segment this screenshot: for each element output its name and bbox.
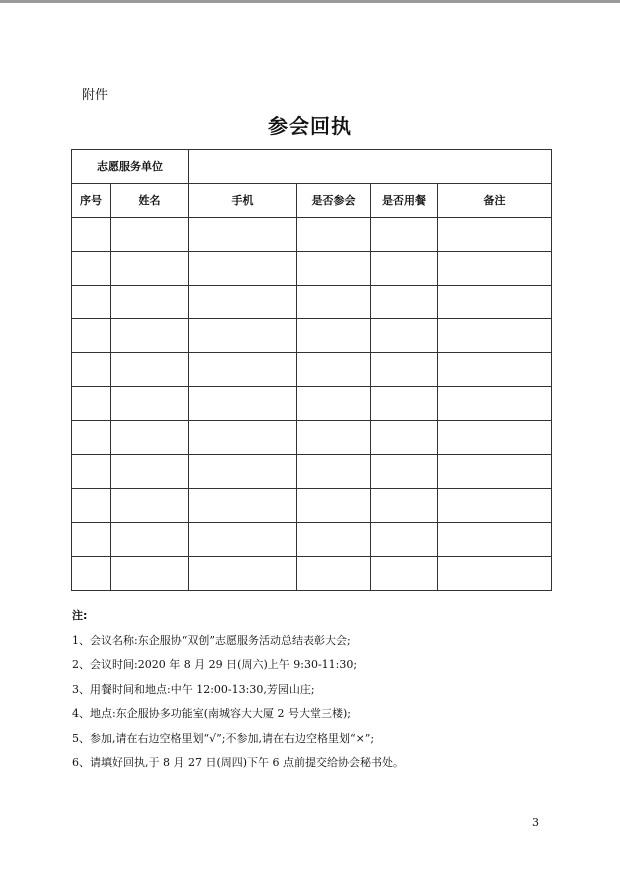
note-item-1: 1、会议名称:东企服协“双创”志愿服务活动总结表彰大会; [72, 633, 351, 647]
cell-attend[interactable] [297, 387, 371, 421]
cell-phone[interactable] [189, 387, 297, 421]
cell-remarks[interactable] [438, 251, 552, 285]
cell-phone[interactable] [189, 455, 297, 489]
cell-remarks[interactable] [438, 319, 552, 353]
col-header-phone: 手机 [189, 183, 297, 217]
cell-name[interactable] [111, 387, 189, 421]
cell-name[interactable] [111, 522, 189, 556]
cell-attend[interactable] [297, 251, 371, 285]
cell-attend[interactable] [297, 455, 371, 489]
col-header-meal: 是否用餐 [371, 183, 438, 217]
cell-remarks[interactable] [438, 522, 552, 556]
cell-name[interactable] [111, 319, 189, 353]
cell-meal[interactable] [371, 285, 438, 319]
cell-meal[interactable] [371, 522, 438, 556]
cell-phone[interactable] [189, 353, 297, 387]
note-item-4: 4、地点:东企服协多功能室(南城容大大厦 2 号大堂三楼); [72, 707, 351, 720]
cell-phone[interactable] [189, 217, 297, 251]
cell-remarks[interactable] [438, 353, 552, 387]
table-row [72, 353, 552, 387]
cell-name[interactable] [111, 217, 189, 251]
cell-index[interactable] [72, 251, 111, 285]
table-row [72, 217, 552, 251]
col-header-name: 姓名 [111, 183, 189, 217]
cell-attend[interactable] [297, 522, 371, 556]
cell-name[interactable] [111, 556, 189, 590]
cell-meal[interactable] [371, 251, 438, 285]
cell-remarks[interactable] [438, 488, 552, 522]
table-row [72, 251, 552, 285]
col-header-index: 序号 [72, 183, 111, 217]
cell-meal[interactable] [371, 319, 438, 353]
table-row [72, 488, 552, 522]
page-title: 参会回执 [268, 114, 352, 138]
table-row [72, 522, 552, 556]
unit-row [72, 150, 552, 184]
cell-index[interactable] [72, 488, 111, 522]
unit-label: 志愿服务单位 [72, 150, 189, 184]
attachment-label: 附件 [82, 88, 109, 103]
cell-phone[interactable] [189, 285, 297, 319]
cell-meal[interactable] [371, 217, 438, 251]
cell-index[interactable] [72, 353, 111, 387]
notes-section [72, 604, 404, 776]
cell-index[interactable] [72, 217, 111, 251]
cell-phone[interactable] [189, 251, 297, 285]
cell-name[interactable] [111, 488, 189, 522]
page-top-edge [0, 0, 620, 3]
cell-index[interactable] [72, 285, 111, 319]
cell-name[interactable] [111, 285, 189, 319]
cell-attend[interactable] [297, 319, 371, 353]
cell-phone[interactable] [189, 319, 297, 353]
cell-meal[interactable] [371, 387, 438, 421]
cell-remarks[interactable] [438, 387, 552, 421]
cell-index[interactable] [72, 522, 111, 556]
page-number: 3 [532, 816, 539, 829]
notes-heading: 注: [72, 609, 88, 622]
cell-name[interactable] [111, 353, 189, 387]
cell-index[interactable] [72, 319, 111, 353]
cell-phone[interactable] [189, 421, 297, 455]
cell-remarks[interactable] [438, 421, 552, 455]
note-item-2: 2、会议时间:2020 年 8 月 29 日(周六)上午 9:30-11:30; [72, 658, 358, 671]
cell-meal[interactable] [371, 421, 438, 455]
unit-input-cell[interactable] [189, 150, 552, 184]
note-item-6: 6、请填好回执,于 8 月 27 日(周四)下午 6 点前提交给协会秘书处。 [72, 756, 405, 769]
cell-attend[interactable] [297, 285, 371, 319]
table-row [72, 455, 552, 489]
note-item-5: 5、参加,请在右边空格里划“√”;不参加,请在右边空格里划“×”; [72, 731, 375, 745]
cell-attend[interactable] [297, 556, 371, 590]
reply-form-table [71, 149, 552, 591]
table-row [72, 421, 552, 455]
cell-index[interactable] [72, 556, 111, 590]
col-header-attend: 是否参会 [297, 183, 371, 217]
cell-phone[interactable] [189, 488, 297, 522]
table-row [72, 387, 552, 421]
cell-attend[interactable] [297, 353, 371, 387]
cell-index[interactable] [72, 455, 111, 489]
cell-remarks[interactable] [438, 455, 552, 489]
cell-meal[interactable] [371, 556, 438, 590]
cell-phone[interactable] [189, 556, 297, 590]
cell-index[interactable] [72, 387, 111, 421]
cell-meal[interactable] [371, 353, 438, 387]
cell-attend[interactable] [297, 421, 371, 455]
cell-name[interactable] [111, 251, 189, 285]
cell-name[interactable] [111, 455, 189, 489]
cell-remarks[interactable] [438, 217, 552, 251]
cell-remarks[interactable] [438, 556, 552, 590]
cell-index[interactable] [72, 421, 111, 455]
col-header-remarks: 备注 [438, 183, 552, 217]
cell-phone[interactable] [189, 522, 297, 556]
cell-remarks[interactable] [438, 285, 552, 319]
cell-name[interactable] [111, 421, 189, 455]
header-row [72, 183, 552, 217]
cell-meal[interactable] [371, 488, 438, 522]
table-row [72, 319, 552, 353]
note-item-3: 3、用餐时间和地点:中午 12:00-13:30,芳园山庄; [72, 682, 315, 696]
table-row [72, 285, 552, 319]
table-row [72, 556, 552, 590]
cell-attend[interactable] [297, 488, 371, 522]
cell-meal[interactable] [371, 455, 438, 489]
cell-attend[interactable] [297, 217, 371, 251]
